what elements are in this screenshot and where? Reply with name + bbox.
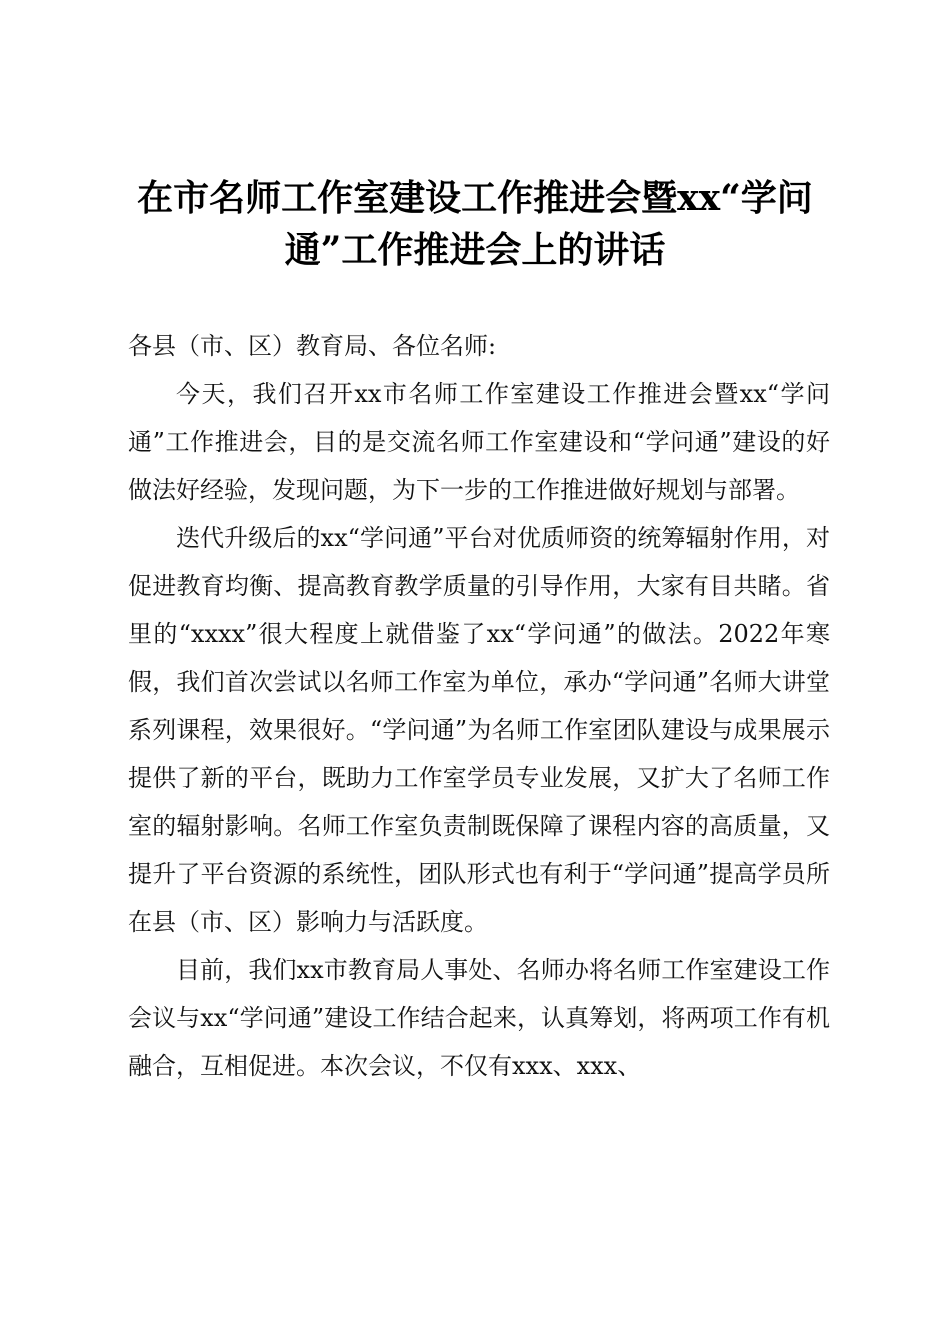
document-title: 在市名师工作室建设工作推进会暨xx“学问通”工作推进会上的讲话 xyxy=(137,177,813,271)
paragraph-platform: 迭代升级后的xx“学问通”平台对优质师资的统筹辐射作用，对促进教育均衡、提高教育教学质量的引导作用，大家有目共睹。省里的“xxxx”很大程度上就借鉴了xx“学问通”的做法。2022年寒假，我们首次尝试以名师工作室为单位，承办“学问通”名师大讲堂系列课程，效果很好。“学问通”为名师工作室团队建设与成果展示提供了新的平台，既助力工作室学员专业发展，又扩大了名师工作室的辐射影响。名师工作室负责制既保障了课程内容的高质量，又提升了平台资源的系统性，团队形式也有利于“学问通”提高学员所在县（市、区）影响力与活跃度。 xyxy=(128,524,830,936)
paragraph-current-work: 目前，我们xx市教育局人事处、名师办将名师工作室建设工作会议与xx“学问通”建设工作结合起来，认真筹划，将两项工作有机融合，互相促进。本次会议，不仅有xxx、xxx、 xyxy=(128,956,830,1080)
document-body xyxy=(128,322,830,1090)
salutation: 各县（市、区）教育局、各位名师: xyxy=(128,332,497,360)
paragraph-opening: 今天，我们召开xx市名师工作室建设工作推进会暨xx“学问通”工作推进会，目的是交流名师工作室建设和“学问通”建设的好做法好经验，发现问题，为下一步的工作推进做好规划与部署。 xyxy=(128,380,830,504)
